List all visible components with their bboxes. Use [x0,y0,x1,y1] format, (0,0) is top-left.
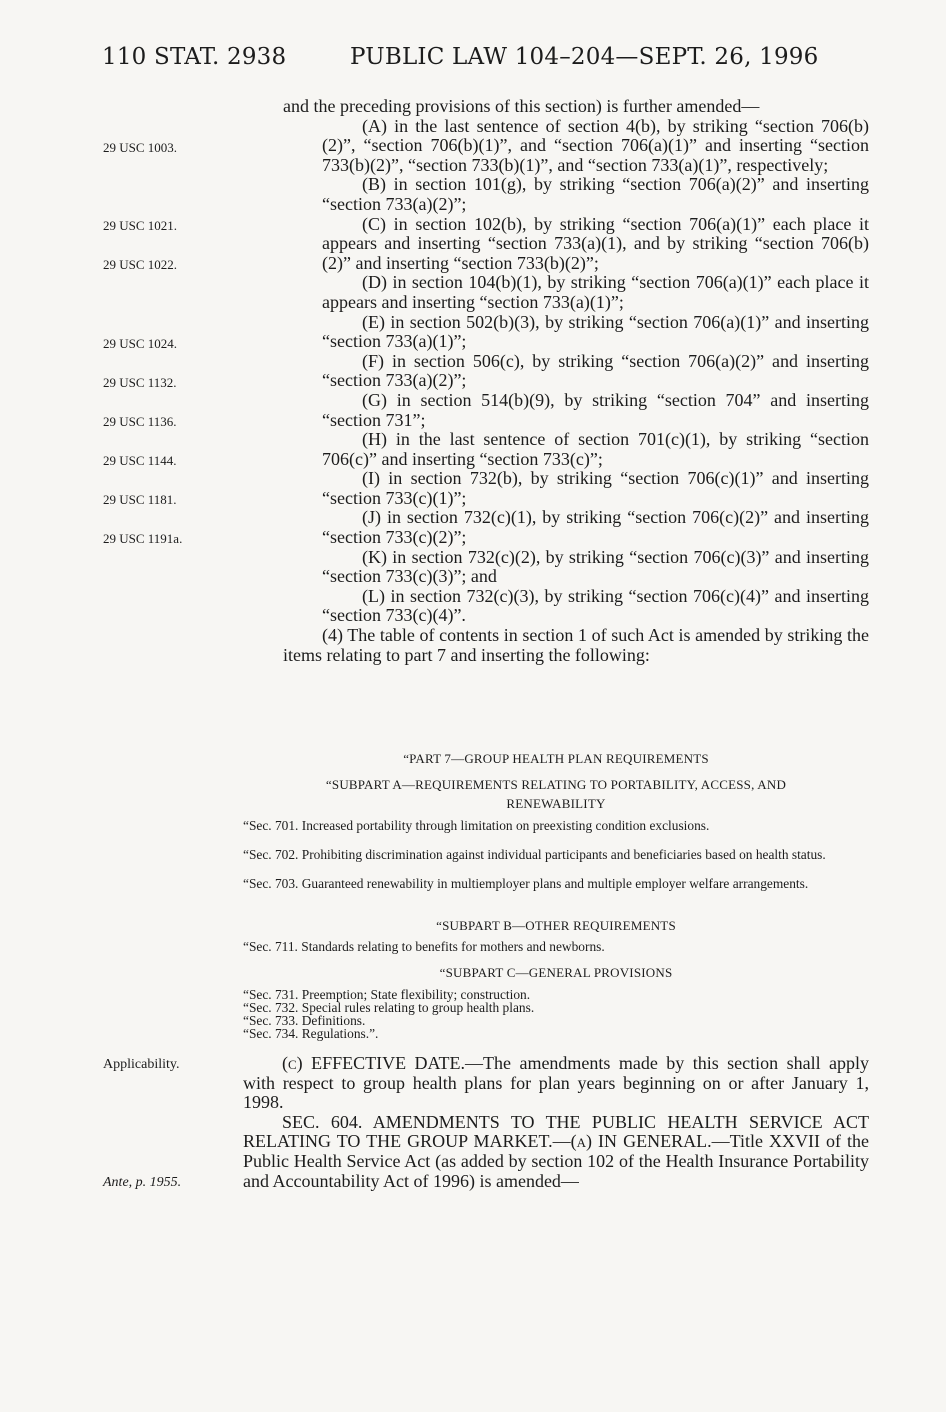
page-number-header: 110 STAT. 2938 [102,44,287,70]
toc-subpart-b-heading: “SUBPART B—OTHER REQUIREMENTS [436,918,676,933]
paragraph-4: (4) The table of contents in section 1 of such Act is amended by striking the items relating to part 7 and inserting the following: [283,625,869,665]
amendments-intro: and the preceding provisions of this section) is further amended— [283,96,760,116]
amendment-i: (I) in section 732(b), by striking “section 706(c)(1)” and inserting “section 733(c)(1)”; [322,468,869,508]
margin-note-usc-1136: 29 USC 1136. [103,414,177,429]
amendment-f: (F) in section 506(c), by striking “section 706(a)(2)” and inserting “section 733(a)(2)”; [322,350,869,391]
margin-note-usc-1003: 29 USC 1003. [103,140,178,155]
toc-sec-702: “Sec. 702. Prohibiting discrimination against individual participants and beneficiaries based on health status. [243,847,826,862]
margin-note-usc-1144: 29 USC 1144. [103,453,177,468]
effective-date-text: —The amendments made by this section shall apply with respect to group health plans for plan years beginning on or after January 1, 1998. [243,1053,869,1113]
margin-note-usc-1022: 29 USC 1022. [103,257,178,272]
amendment-g: (G) in section 514(b)(9), by striking “section 704” and inserting “section 731”; [322,389,869,430]
toc-sec-733: “Sec. 733. Definitions. [243,1013,366,1028]
toc-subpart-c-heading: “SUBPART C—GENERAL PROVISIONS [439,965,673,980]
amendment-d: (D) in section 104(b)(1), by striking “section 706(a)(1)” each place it appears and inserting “section 733(a)(1)”; [322,272,869,312]
amendment-h: (H) in the last sentence of section 701(c)(1), by striking “section 706(c)” and inserting “section 733(c)”; [322,429,869,469]
margin-note-usc-1191a: 29 USC 1191a. [103,531,183,546]
amendment-b: (B) in section 101(g), by striking “section 706(a)(2)” and inserting “section 733(a)(2)”; [322,174,869,214]
sec604-subheading: —(a) IN GENERAL. [552,1131,712,1152]
margin-note-usc-1024: 29 USC 1024. [103,336,178,351]
toc-sec-731: “Sec. 731. Preemption; State flexibility; construction. [243,987,531,1002]
margin-note-usc-1132: 29 USC 1132. [103,375,177,390]
margin-note-ante: Ante, p. 1955. [103,1175,182,1190]
effective-date-and-sec604 [243,1054,869,1191]
margin-note-applicability: Applicability. [103,1057,180,1072]
sec604-paragraph [243,1113,869,1191]
amendments-column [283,97,869,665]
amendment-l: (L) in section 732(c)(3), by striking “section 706(c)(4)” and inserting “section 733(c)(4)”. [322,585,869,626]
running-header-title: PUBLIC LAW 104–204—SEPT. 26, 1996 [350,44,819,70]
toc-subpart-a-heading-line1: “SUBPART A—REQUIREMENTS RELATING TO PORTABILITY, ACCESS, AND [325,777,787,792]
toc-sec-701: “Sec. 701. Increased portability through limitation on preexisting condition exclusions. [243,818,710,833]
toc-sec-703: “Sec. 703. Guaranteed renewability in multiemployer plans and multiple employer welfare arrangements. [243,876,809,891]
amendment-a: (A) in the last sentence of section 4(b), by striking “section 706(b)(2)”, “section 706(b)(1)”, and “section 706(a)(1)” and inserting “section 733(b)(2)”, “section 733(b)(1)”, and “section 733(a)(1)”, respectively; [322,115,869,175]
margin-note-usc-1021: 29 USC 1021. [103,218,178,233]
amendment-c: (C) in section 102(b), by striking “section 706(a)(1)” each place it appears and inserting “section 733(a)(1), and by striking “section 706(b)(2)” and inserting “section 733(b)(2)”; [322,213,869,273]
margin-note-usc-1181: 29 USC 1181. [103,492,177,507]
toc-sec-732: “Sec. 732. Special rules relating to group health plans. [243,1000,535,1015]
amendment-k: (K) in section 732(c)(2), by striking “section 706(c)(3)” and inserting “section 733(c)(3)”; and [322,546,869,587]
sec604-text: —Title XXVII of the Public Health Service Act (as added by section 102 of the Health Insurance Portability and Accountability Act of 1996) is amended— [243,1131,870,1191]
toc-part7-heading: “PART 7—GROUP HEALTH PLAN REQUIREMENTS [403,751,709,766]
effective-date-label: (c) EFFECTIVE DATE. [282,1053,466,1073]
toc-subpart-a-heading-line2: RENEWABILITY [506,796,606,811]
toc-sec-734: “Sec. 734. Regulations.”. [243,1026,379,1041]
sec604-heading: SEC. 604. AMENDMENTS TO THE PUBLIC HEALTH SERVICE ACT RELATING TO THE GROUP MARKET. [243,1111,869,1152]
toc-sec-711: “Sec. 711. Standards relating to benefits for mothers and newborns. [243,939,605,954]
amendment-e: (E) in section 502(b)(3), by striking “section 706(a)(1)” and inserting “section 733(a)(1)”; [322,311,869,352]
effective-date-paragraph [243,1054,869,1113]
amendment-j: (J) in section 732(c)(1), by striking “section 706(c)(2)” and inserting “section 733(c)(2)”; [322,507,869,548]
